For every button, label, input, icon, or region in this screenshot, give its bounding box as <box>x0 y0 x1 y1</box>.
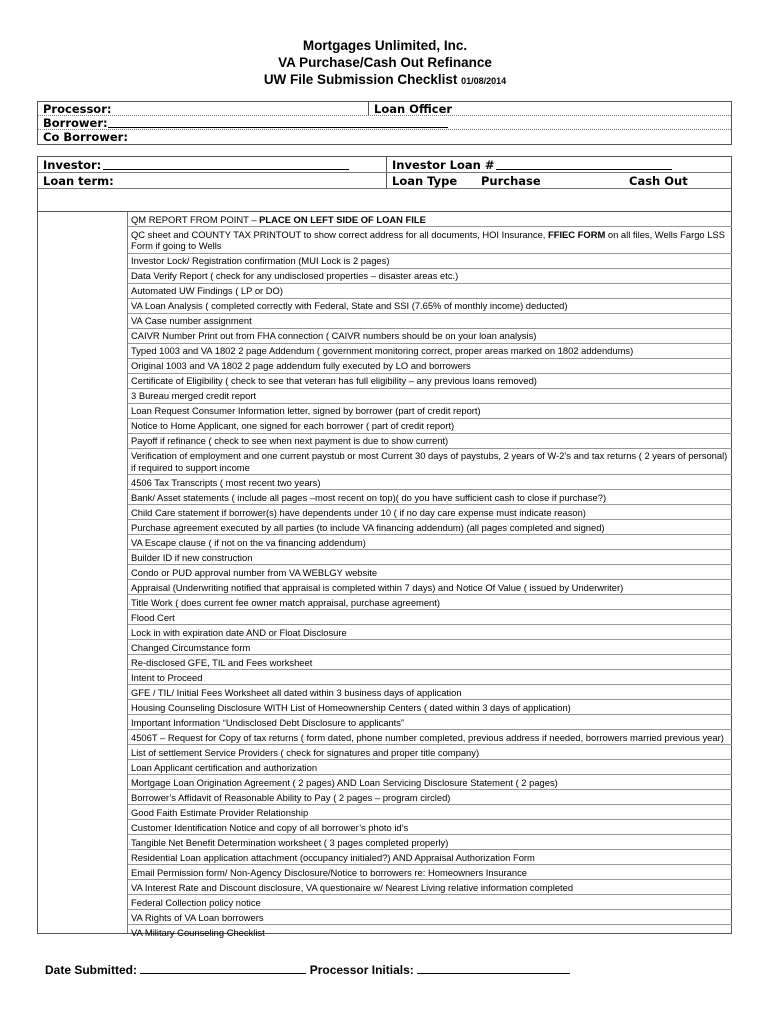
checklist-item-text: QC sheet and COUNTY TAX PRINTOUT to show correct address for all documents, HOI Insurance, <box>131 228 548 240</box>
checklist-item[interactable] <box>128 550 732 565</box>
form-date: 01/08/2014 <box>461 76 507 86</box>
checklist-item-text: Data Verify Report ( check for any undisclosed properties – disaster areas etc.) <box>131 270 459 281</box>
date-submitted-field[interactable] <box>140 962 306 974</box>
checklist-item[interactable] <box>128 910 732 925</box>
company-name: Mortgages Unlimited, Inc. <box>302 38 468 53</box>
checklist-item[interactable] <box>128 505 732 520</box>
date-submitted-label: Date Submitted: <box>45 963 138 977</box>
checklist-item[interactable] <box>128 520 732 535</box>
checklist-item-text: Title Work ( does current fee owner match appraisal, purchase agreement) <box>131 596 440 608</box>
footer <box>45 962 570 977</box>
checklist-item-text: VA Escape clause ( if not on the va financing addendum) <box>131 536 366 548</box>
checklist-item[interactable] <box>128 835 732 850</box>
checklist-item[interactable] <box>128 715 732 730</box>
checklist-item-text: Email Permission form/ Non-Agency Disclosure/Notice to borrowers re: Homeowners Insurance <box>131 866 527 878</box>
checklist-item[interactable] <box>128 254 732 269</box>
checklist-item-text: VA Military Counseling Checklist <box>131 926 265 938</box>
checklist-item[interactable] <box>128 344 732 359</box>
checklist-item[interactable] <box>128 434 732 449</box>
checklist-item-text: Flood Cert <box>131 611 175 623</box>
form-subtitle: VA Purchase/Cash Out Refinance <box>278 55 492 70</box>
checklist-item-emphasis: PLACE ON LEFT SIDE OF LOAN FILE <box>259 213 426 225</box>
checklist-item[interactable] <box>128 580 732 595</box>
investor-loan-field[interactable] <box>496 158 672 170</box>
divider <box>38 188 731 189</box>
checklist-item-text: Residential Loan application attachment (occupancy initialed?) AND Appraisal Authorization Form <box>131 851 535 863</box>
checklist-item[interactable] <box>128 284 732 299</box>
divider <box>368 102 369 115</box>
checklist-item-text: Builder ID if new construction <box>131 551 253 563</box>
checklist-item-text: VA Loan Analysis ( completed correctly with Federal, State and SSI (7.65% of monthly income) deducted) <box>131 300 568 311</box>
checklist-item-text: 4506 Tax Transcripts ( most recent two years) <box>131 476 321 488</box>
checklist-item[interactable] <box>128 449 732 476</box>
checklist-item-text: Good Faith Estimate Provider Relationship <box>131 806 309 818</box>
checklist-item[interactable] <box>128 640 732 655</box>
checklist-item-text: Loan Request Consumer Information letter, signed by borrower (part of credit report) <box>131 405 481 416</box>
checklist-item[interactable] <box>128 595 732 610</box>
checklist-item[interactable] <box>128 685 732 700</box>
checklist-item[interactable] <box>128 880 732 895</box>
checklist-item-text: 4506T – Request for Copy of tax returns ( form dated, phone number completed, previous address if needed, borrowers married previous year) <box>131 731 724 743</box>
investor-label: Investor: <box>43 158 102 172</box>
checklist-item[interactable] <box>128 490 732 505</box>
checklist-item-text: Borrower’s Affidavit of Reasonable Ability to Pay ( 2 pages – program circled) <box>131 791 451 803</box>
loan-info-box <box>37 156 732 212</box>
checklist-item[interactable] <box>128 775 732 790</box>
checklist-item[interactable] <box>128 865 732 880</box>
checklist-item[interactable] <box>128 805 732 820</box>
checklist-item[interactable] <box>128 655 732 670</box>
checklist-item[interactable] <box>128 419 732 434</box>
checklist-item-text: Bank/ Asset statements ( include all pages –most recent on top)( do you have sufficient cash to close if purchase?) <box>131 491 607 503</box>
checklist-item[interactable] <box>128 745 732 760</box>
checklist-item-emphasis: FFIEC FORM <box>548 228 606 240</box>
checklist-item[interactable] <box>128 820 732 835</box>
checklist-item-text: Tangible Net Benefit Determination worksheet ( 3 pages completed properly) <box>131 836 449 848</box>
checklist-item[interactable] <box>128 895 732 910</box>
checklist-item[interactable] <box>128 565 732 580</box>
checklist-item-text: Intent to Proceed <box>131 671 203 683</box>
checklist-item-text: Automated UW Findings ( LP or DO) <box>131 285 283 296</box>
checklist-item[interactable] <box>128 925 732 939</box>
borrower-info-box <box>37 101 732 145</box>
processor-initials-label: Processor Initials: <box>309 963 414 977</box>
checklist-item-text: Loan Applicant certification and authorization <box>131 761 318 773</box>
checklist-item-text: 3 Bureau merged credit report <box>131 390 257 401</box>
checklist-item[interactable] <box>128 299 732 314</box>
checklist-item-text: Certificate of Eligibility ( check to see that veteran has full eligibility – any previous loans removed) <box>131 375 537 386</box>
checklist-item-text: GFE / TIL/ Initial Fees Worksheet all dated within 3 business days of application <box>131 686 462 698</box>
checklist-table <box>37 212 732 938</box>
checklist-item[interactable] <box>128 374 732 389</box>
checklist-item-text: Important Information “Undisclosed Debt Disclosure to applicants” <box>131 716 405 728</box>
loan-officer-label: Loan Officer <box>374 102 453 116</box>
checklist-item[interactable] <box>128 610 732 625</box>
checklist-item-text: Original 1003 and VA 1802 2 page addendum fully executed by LO and borrowers <box>131 360 471 371</box>
processor-initials-field[interactable] <box>417 962 570 974</box>
checklist-item-text: Payoff if refinance ( check to see when next payment is due to show current) <box>131 435 449 446</box>
checklist-item-text: Child Care statement if borrower(s) have dependents under 10 ( if no day care expense must indicate reason) <box>131 506 586 518</box>
checklist-item-text: Customer Identification Notice and copy of all borrower’s photo id’s <box>131 821 409 833</box>
checklist-item-text: Verification of employment and one current paystub or most Current 30 days of paystubs, 2 years of W-2’s and tax returns ( 2 years of personal) if required to support income <box>131 450 728 473</box>
checklist-item-text: Appraisal (Underwriting notified that appraisal is completed within 7 days) and Notice Of Value ( issued by Underwriter) <box>131 581 624 593</box>
checklist-item-text: List of settlement Service Providers ( check for signatures and proper title company) <box>131 746 480 758</box>
checklist-item[interactable] <box>128 475 732 490</box>
checklist-item-text: VA Interest Rate and Discount disclosure, VA questionaire w/ Nearest Living relative information completed <box>131 881 574 893</box>
checklist-item[interactable] <box>128 329 732 344</box>
checklist-item-text: Housing Counseling Disclosure WITH List of Homeownership Centers ( dated within 3 days of application) <box>131 701 571 713</box>
checklist-item[interactable] <box>128 535 732 550</box>
divider <box>38 129 731 130</box>
checklist-item[interactable] <box>128 212 732 227</box>
loan-type-label: Loan Type <box>392 174 458 188</box>
checklist-item[interactable] <box>128 389 732 404</box>
checklist-item-text: Investor Lock/ Registration confirmation (MUI Lock is 2 pages) <box>131 255 390 266</box>
checklist-item-text: Federal Collection policy notice <box>131 896 261 908</box>
investor-loan-label: Investor Loan # <box>392 158 495 172</box>
checklist-item[interactable] <box>128 359 732 374</box>
checklist-item-text: Mortgage Loan Origination Agreement ( 2 pages) AND Loan Servicing Disclosure Statement ( 2 pages) <box>131 776 558 788</box>
borrower-field[interactable] <box>108 116 448 128</box>
checklist-item[interactable] <box>128 790 732 805</box>
checklist-item-text-cont: on all files, Wells Fargo LSS Form if going to Wells <box>131 228 725 251</box>
checklist-item-text: Changed Circumstance form <box>131 641 251 653</box>
loan-term-label: Loan term: <box>43 174 114 188</box>
checklist-item-text: Lock in with expiration date AND or Float Disclosure <box>131 626 347 638</box>
checklist-item[interactable] <box>128 404 732 419</box>
checklist-item[interactable] <box>128 625 732 640</box>
checklist-item[interactable] <box>128 730 732 745</box>
checklist-rows <box>128 212 732 939</box>
checklist-item-text: Condo or PUD approval number from VA WEBLGY website <box>131 566 378 578</box>
investor-field[interactable] <box>103 158 349 170</box>
checklist-item[interactable] <box>128 670 732 685</box>
checklist-item-text: Re-disclosed GFE, TIL and Fees worksheet <box>131 656 313 668</box>
checklist-item-text: VA Rights of VA Loan borrowers <box>131 911 264 923</box>
checklist-item[interactable] <box>128 269 732 284</box>
checklist-item[interactable] <box>128 227 732 254</box>
checklist-item[interactable] <box>128 314 732 329</box>
checklist-item[interactable] <box>128 760 732 775</box>
checklist-title-text: UW File Submission Checklist <box>263 72 458 87</box>
divider <box>38 172 731 173</box>
processor-label: Processor: <box>43 102 112 116</box>
checklist-item[interactable] <box>128 850 732 865</box>
checklist-item-text: Typed 1003 and VA 1802 2 page Addendum ( government monitoring correct, proper areas marked on 1802 addendums) <box>131 345 634 356</box>
checklist-item-text: VA Case number assignment <box>131 315 252 326</box>
checklist-item-text: CAIVR Number Print out from FHA connection ( CAIVR numbers should be on your loan analysis) <box>131 330 537 341</box>
cash-out-option[interactable]: Cash Out <box>629 174 688 188</box>
co-borrower-label: Co Borrower: <box>43 130 128 144</box>
checklist-title <box>0 72 770 87</box>
checklist-item-text: QM REPORT FROM POINT – <box>131 213 260 225</box>
borrower-label: Borrower: <box>43 116 108 130</box>
purchase-option[interactable]: Purchase <box>481 174 541 188</box>
checklist-item-text: Purchase agreement executed by all parties (to include VA financing addendum) (all pages completed and signed) <box>131 521 605 533</box>
checklist-item-text: Notice to Home Applicant, one signed for each borrower ( part of credit report) <box>131 420 455 431</box>
checklist-item[interactable] <box>128 700 732 715</box>
